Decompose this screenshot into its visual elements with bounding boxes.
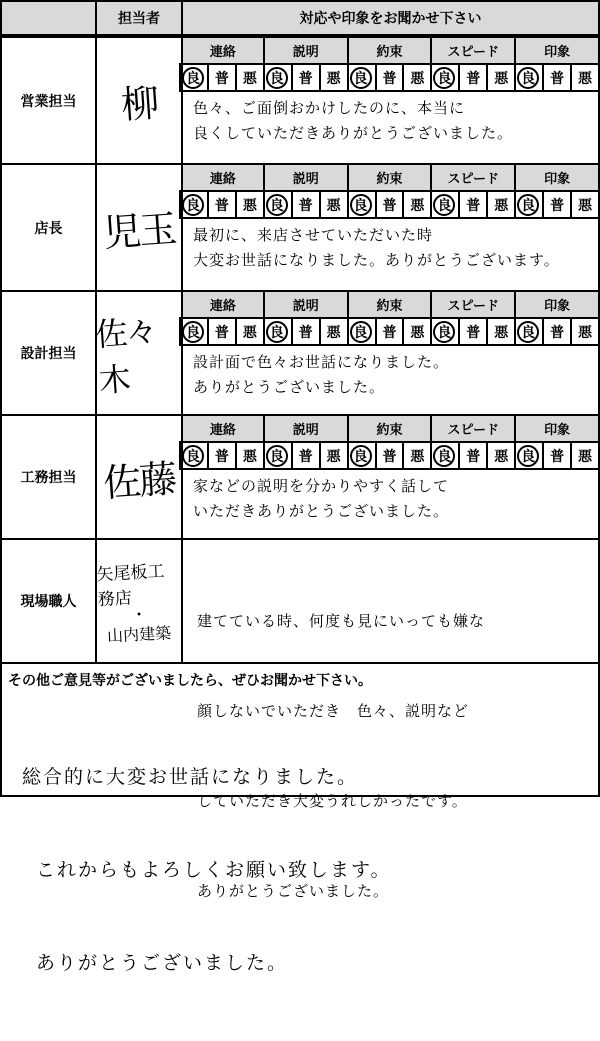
rating-option[interactable] [458,441,488,470]
criterion-label: 連絡 [181,290,265,319]
rating-selected-circle: 良 [182,445,204,467]
rating-option-label: 悪 [410,324,425,341]
rating-option-label: 悪 [494,324,509,341]
criterion-label: 印象 [514,290,600,319]
rating-option[interactable] [235,317,265,346]
rating-option[interactable] [263,190,293,219]
row-role: 設計担当 [0,290,97,416]
rating-option-label: 悪 [242,70,257,87]
rating-option-label: 普 [382,324,397,341]
row-comment [193,96,513,146]
rating-option[interactable] [375,317,405,346]
rating-selected-circle: 良 [517,321,539,343]
criterion-label: 印象 [514,36,600,65]
row-name: 佐藤 [101,456,177,505]
rating-option[interactable] [375,190,405,219]
rating-option[interactable] [319,63,349,92]
rating-option[interactable] [486,190,516,219]
rating-selected-circle: 良 [266,321,288,343]
rating-option-label: 普 [550,70,565,87]
rating-option[interactable] [458,317,488,346]
row-comment-box [181,217,600,292]
criterion-label: 説明 [263,414,349,443]
rating-selected-circle: 良 [433,321,455,343]
rating-option-label: 悪 [410,197,425,214]
rating-option[interactable] [179,63,209,92]
rating-option-label: 普 [298,448,313,465]
rating-option[interactable] [570,317,600,346]
site-comment-line: 顔しないでいただき 色々、説明など [197,702,470,720]
rating-option[interactable] [514,190,544,219]
rating-option-label: 悪 [494,197,509,214]
rating-option[interactable] [542,63,572,92]
rating-selected-circle: 良 [266,194,288,216]
row-role: 店長 [0,163,97,292]
rating-option-label: 普 [382,197,397,214]
site-comment-line: ありがとうございました。 [197,882,390,900]
rating-option[interactable] [347,63,377,92]
criterion-label: スピード [430,163,516,192]
rating-option[interactable] [542,317,572,346]
criterion-label: 説明 [263,290,349,319]
rating-selected-circle: 良 [182,321,204,343]
rating-option[interactable] [486,317,516,346]
row-role: 営業担当 [0,36,97,165]
rating-option[interactable] [291,190,321,219]
rating-selected-circle: 良 [517,194,539,216]
site-name-dot: ・ [130,604,147,624]
row-comment-box [181,90,600,165]
header-blank [0,0,97,36]
rating-option[interactable] [402,317,432,346]
rating-option-label: 悪 [242,197,257,214]
rating-option-label: 普 [550,448,565,465]
rating-option[interactable] [542,190,572,219]
criterion-label: 連絡 [181,36,265,65]
rating-option[interactable] [347,190,377,219]
rating-option-label: 悪 [326,70,341,87]
rating-option-label: 普 [382,448,397,465]
rating-option[interactable] [319,441,349,470]
rating-option-label: 悪 [578,197,593,214]
row-comment [193,474,449,524]
rating-option-label: 普 [214,70,229,87]
criterion-label: スピード [430,414,516,443]
rating-option[interactable] [291,317,321,346]
rating-option-label: 悪 [494,448,509,465]
criterion-label: 約束 [347,414,433,443]
rating-option[interactable] [375,441,405,470]
rating-selected-circle: 良 [182,67,204,89]
rating-option-label: 普 [466,197,481,214]
criterion-label: 約束 [347,290,433,319]
rating-selected-circle: 良 [433,67,455,89]
rating-option-label: 普 [298,324,313,341]
rating-selected-circle: 良 [350,194,372,216]
criterion-label: 連絡 [181,414,265,443]
rating-option-label: 普 [214,197,229,214]
rating-selected-circle: 良 [517,67,539,89]
rating-option[interactable] [430,63,460,92]
others-title: その他ご意見等がございましたら、ぜひお聞かせ下さい。 [8,673,372,689]
site-name-bottom: 山内建築 [106,622,172,646]
rating-option[interactable] [570,190,600,219]
rating-option[interactable] [514,441,544,470]
criterion-label: スピード [430,36,516,65]
row-name-cell [95,36,183,165]
rating-option[interactable] [235,190,265,219]
rating-option[interactable] [207,190,237,219]
row-comment-line: 良くしていただきありがとうございました。 [193,124,514,142]
rating-option[interactable] [263,441,293,470]
row-name: 柳 [119,80,159,128]
rating-option-label: 悪 [242,324,257,341]
row-name: 児玉 [101,206,177,256]
rating-option[interactable] [235,63,265,92]
rating-selected-circle: 良 [266,67,288,89]
site-name [95,538,183,664]
rating-option[interactable] [235,441,265,470]
rating-option-label: 悪 [326,197,341,214]
rating-option-label: 普 [466,70,481,87]
rating-option-label: 普 [466,324,481,341]
rating-option-label: 普 [214,324,229,341]
header-tanto: 担当者 [95,0,183,36]
rating-option[interactable] [514,63,544,92]
rating-option[interactable] [347,317,377,346]
site-comment-line: 建てている時、何度も見にいっても嫌な [197,612,486,630]
rating-option-label: 普 [550,324,565,341]
rating-option-label: 普 [298,197,313,214]
row-comment-line: いただきありがとうございました。 [193,502,450,520]
rating-option-label: 悪 [326,448,341,465]
row-comment-box [181,468,600,540]
rating-option[interactable] [514,317,544,346]
rating-option[interactable] [570,441,600,470]
rating-option[interactable] [347,441,377,470]
rating-selected-circle: 良 [350,67,372,89]
rating-selected-circle: 良 [266,445,288,467]
rating-selected-circle: 良 [182,194,204,216]
rating-option[interactable] [179,190,209,219]
rating-option-label: 悪 [410,448,425,465]
rating-option[interactable] [430,441,460,470]
rating-option[interactable] [402,63,432,92]
criterion-label: 印象 [514,163,600,192]
rating-option[interactable] [430,317,460,346]
row-comment [193,223,560,273]
rating-option[interactable] [207,317,237,346]
row-comment [193,350,449,400]
rating-selected-circle: 良 [517,445,539,467]
row-name: 佐々木 [94,311,157,400]
rating-option[interactable] [207,63,237,92]
row-comment-box [181,344,600,416]
rating-selected-circle: 良 [350,321,372,343]
row-comment-line: 大変お世話になりました。ありがとうございます。 [193,251,560,269]
rating-option[interactable] [430,190,460,219]
rating-option[interactable] [402,190,432,219]
criterion-label: 約束 [347,36,433,65]
row-comment-line: 最初に、来店させていただいた時 [193,226,434,244]
rating-option-label: 普 [382,70,397,87]
row-comment-line: ありがとうございました。 [193,378,386,396]
criterion-label: 連絡 [181,163,265,192]
others-text-line: 総合的に大変お世話になりました。 [22,766,359,788]
header-feedback: 対応や印象をお聞かせ下さい [181,0,600,36]
others-text-line: これからもよろしくお願い致します。 [36,859,392,881]
rating-option[interactable] [291,63,321,92]
rating-option[interactable] [207,441,237,470]
rating-option[interactable] [570,63,600,92]
row-name-cell [95,290,183,416]
rating-option-label: 悪 [494,70,509,87]
row-comment-line: 家などの説明を分かりやすく話して [193,477,450,495]
row-name-cell [95,414,183,540]
site-role: 現場職人 [0,538,97,664]
rating-option-label: 悪 [578,448,593,465]
rating-option[interactable] [291,441,321,470]
rating-option-label: 悪 [410,70,425,87]
rating-selected-circle: 良 [433,445,455,467]
rating-option-label: 悪 [326,324,341,341]
rating-selected-circle: 良 [350,445,372,467]
criterion-label: 印象 [514,414,600,443]
row-comment-line: 色々、ご面倒おかけしたのに、本当に [193,99,466,117]
rating-option[interactable] [179,317,209,346]
rating-option[interactable] [458,190,488,219]
criterion-label: スピード [430,290,516,319]
rating-option-label: 悪 [578,324,593,341]
rating-option[interactable] [319,190,349,219]
others-text [22,700,391,1041]
criterion-label: 説明 [263,36,349,65]
others-text-line: ありがとうございました。 [36,952,289,974]
rating-option[interactable] [402,441,432,470]
rating-option-label: 普 [298,70,313,87]
row-role: 工務担当 [0,414,97,540]
row-comment-line: 設計面で色々お世話になりました。 [193,353,450,371]
rating-option-label: 普 [214,448,229,465]
site-name-top: 矢尾板工務店 [96,561,165,610]
rating-option-label: 悪 [578,70,593,87]
rating-option-label: 普 [466,448,481,465]
site-comment-line: していただき大変うれしかったです。 [197,792,468,810]
criterion-label: 約束 [347,163,433,192]
rating-option-label: 普 [550,197,565,214]
rating-option[interactable] [486,63,516,92]
row-name-cell [95,163,183,292]
rating-option-label: 悪 [242,448,257,465]
rating-option[interactable] [375,63,405,92]
rating-option[interactable] [179,441,209,470]
rating-option[interactable] [458,63,488,92]
rating-option[interactable] [542,441,572,470]
rating-option[interactable] [319,317,349,346]
rating-option[interactable] [486,441,516,470]
rating-option[interactable] [263,317,293,346]
rating-option[interactable] [263,63,293,92]
rating-selected-circle: 良 [433,194,455,216]
criterion-label: 説明 [263,163,349,192]
